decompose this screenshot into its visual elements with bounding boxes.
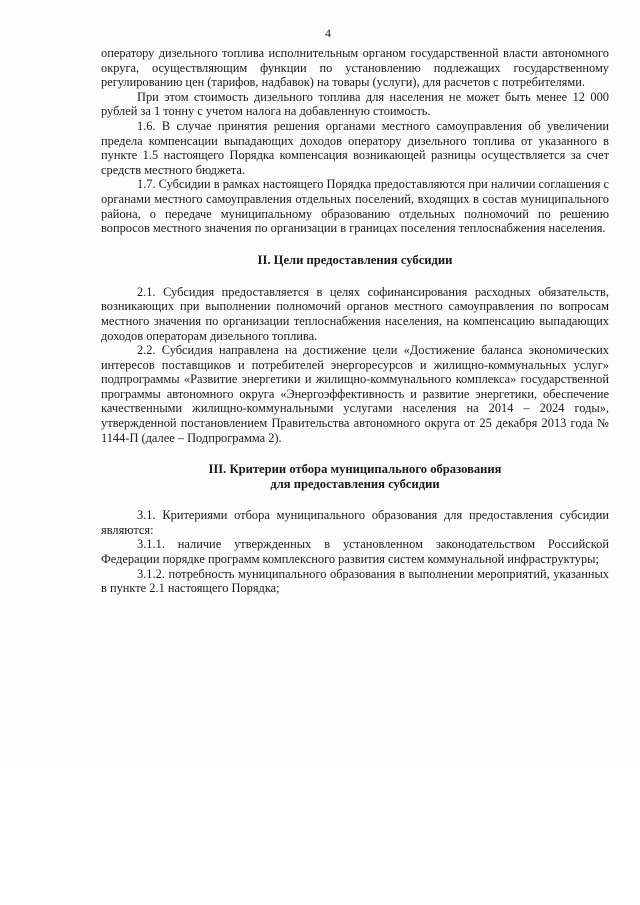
document-body — [101, 46, 609, 596]
paragraph-2-1: 2.1. Субсидия предоставляется в целях софинансирования расходных обязательств, возникающих при выполнении полномочий органов местного самоуправления по вопросам местного значения по организации теплоснабжения населения, на компенсацию выпадающих доходов операторам дизельного топлива. — [101, 284, 609, 343]
paragraph-price-limit: При этом стоимость дизельного топлива для населения не может быть менее 12 000 рублей за 1 тонну с учетом налога на добавленную стоимость. — [101, 89, 609, 119]
section-2-heading-block — [101, 253, 609, 268]
paragraph-3-1: 3.1. Критериями отбора муниципального образования для предоставления субсидии являются: — [101, 508, 609, 537]
section-3-heading-line2: для предоставления субсидии — [270, 477, 440, 492]
paragraph-3-1-1: 3.1.1. наличие утвержденных в установленном законодательством Российской Федерации порядке программ комплексного развития систем коммунальной инфраструктуры; — [101, 537, 609, 567]
paragraph-1-7: 1.7. Субсидии в рамках настоящего Порядка предоставляются при наличии соглашения с органами местного самоуправления отдельных поселений, входящих в состав муниципального района, о передаче муниципальному образованию отдельных полномочий по решению вопросов местного значения по организации в границах поселения теплоснабжения населения. — [101, 177, 609, 236]
paragraph-1-6: 1.6. В случае принятия решения органами местного самоуправления об увеличении предела компенсации выпадающих доходов оператору дизельного топлива от указанного в пункте 1.5 настоящего Порядка компенсация возникающей разницы осуществляется за счет средств местного бюджета. — [101, 118, 609, 177]
page-number: 4 — [325, 26, 331, 40]
blank-margin — [0, 768, 640, 905]
paragraph-continuation: оператору дизельного топлива исполнительным органом государственной власти автономного округа, осуществляющим функции по установлению подлежащих государственному регулированию цен (тарифов, надбавок) на товары (услуги), для расчетов с потребителями. — [101, 46, 609, 90]
section-3-heading-block — [101, 462, 609, 492]
section-2-heading: II. Цели предоставления субсидии — [257, 252, 453, 267]
section-3-heading-line1: III. Критерии отбора муниципального образования — [208, 462, 502, 477]
paragraph-3-1-2: 3.1.2. потребность муниципального образования в выполнении мероприятий, указанных в пункте 2.1 настоящего Порядка; — [101, 566, 609, 596]
paragraph-2-2: 2.2. Субсидия направлена на достижение цели «Достижение баланса экономических интересов поставщиков и потребителей энергоресурсов и жилищно-коммунальных услуг» подпрограммы «Развитие энергетики и жилищно-коммунального комплекса» государственной программы автономного округа «Энергоэффективность и развитие энергетики, обеспечение качественными жилищно-коммунальными услугами населения на 2014 – 2024 годы», утвержденной постановлением Правительства автономного округа от 25 декабря 2013 года № 1144-П (далее – Подпрограмма 2). — [101, 343, 609, 445]
